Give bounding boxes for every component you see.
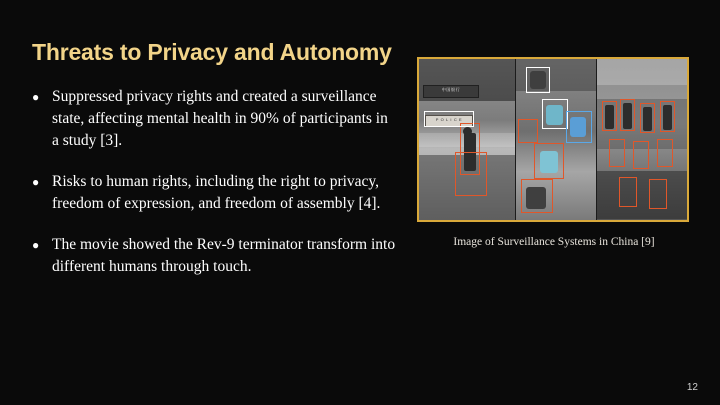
list-item [30, 86, 396, 152]
figure-caption: Image of Surveillance Systems in China [9] [453, 236, 655, 248]
bullet-text: Risks to human rights, including the right to privacy, freedom of expression, and freedom of assembly [4]. [52, 173, 381, 212]
detection-box [521, 179, 553, 213]
bullet-text: The movie showed the Rev-9 terminator transform into different humans through touch. [52, 236, 396, 275]
page-number: 12 [686, 382, 698, 393]
photo-panel-scooters [515, 59, 596, 220]
bullet-text: Suppressed privacy rights and created a surveillance state, affecting mental health in 90% of participants in a study [3]. [52, 88, 388, 149]
detection-box [640, 103, 655, 133]
detection-box [534, 143, 564, 179]
detection-box [566, 111, 592, 143]
page-title: Threats to Privacy and Autonomy [32, 39, 392, 65]
detection-box [526, 67, 550, 93]
detection-box [542, 99, 568, 129]
detection-box [633, 141, 649, 169]
detection-box [619, 177, 637, 207]
bullet-marker-icon: ● [32, 238, 40, 252]
detection-box [657, 139, 673, 167]
detection-box [424, 111, 474, 127]
shop-sign: 中国银行 [423, 85, 479, 98]
bullet-marker-icon: ● [32, 90, 40, 104]
list-item [30, 234, 396, 278]
police-sign: P O L I C E [425, 115, 473, 127]
surveillance-image [417, 57, 689, 222]
photo-panel-crowd [596, 59, 687, 220]
detection-box [455, 152, 487, 196]
bullet-marker-icon: ● [32, 175, 40, 189]
bullet-list [30, 86, 396, 297]
detection-box [649, 179, 667, 209]
detection-box [602, 101, 617, 131]
detection-box [660, 101, 675, 132]
detection-box [609, 139, 625, 167]
detection-box [620, 99, 635, 131]
list-item [30, 171, 396, 215]
detection-box [518, 119, 538, 143]
photo-panel-street [419, 59, 515, 220]
photo-grid [419, 59, 687, 220]
